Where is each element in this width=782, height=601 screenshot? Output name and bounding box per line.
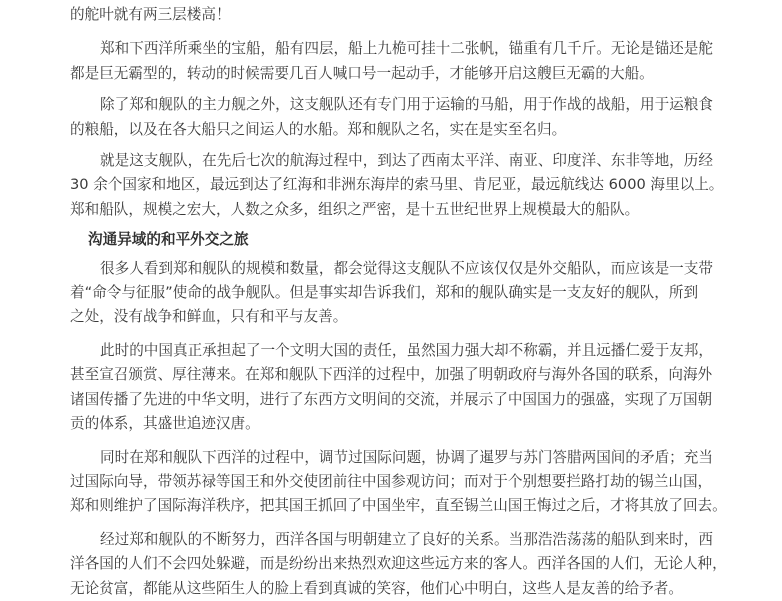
paragraph-2: [70, 93, 730, 142]
document-body: [70, 0, 730, 601]
text-line: 除了郑和舰队的主力舰之外，这支舰队还有专门用于运输的马船，用于作战的战船，用于运粮食: [100, 96, 713, 114]
text-line: 很多人看到郑和舰队的规模和数量，都会觉得这支舰队不应该仅仅是外交船队，而应该是一支带: [100, 259, 713, 277]
text-line: 贡的体系，其盛世追迹汉唐。: [70, 415, 260, 433]
paragraph-3: [70, 149, 730, 222]
paragraph-5: [70, 339, 730, 437]
text-line: 郑和船队，规模之宏大，人数之众多，组织之严密，是十五世纪世界上规模最大的船队。: [70, 200, 640, 218]
text-line: 之处，没有战争和鲜血，只有和平与友善。: [70, 308, 348, 326]
section-heading: 沟通异域的和平外交之旅: [88, 231, 249, 249]
text-line: 30 余个国家和地区，最远到达了红海和非洲东海岸的索马里、肯尼亚，最远航线达 6000 海里以上。: [70, 176, 724, 194]
paragraph-4: [70, 257, 730, 330]
text-line: 诸国传播了先进的中华文明，进行了东西方文明间的交流，并展示了中国国力的强盛，实现了万国朝: [70, 390, 713, 408]
paragraph-6: [70, 446, 730, 519]
text-line: 无论贫富，都能从这些陌生人的脸上看到真诚的笑容，他们心中明白，这些人是友善的给予者。: [70, 579, 683, 597]
text-line: 甚至宣召颁赏、厚往薄来。在郑和舰队下西洋的过程中，加强了明朝政府与海外各国的联系，向海外: [70, 366, 713, 384]
text-line: 同时在郑和舰队下西洋的过程中，调节过国际问题，协调了暹罗与苏门答腊两国间的矛盾；充当: [100, 448, 713, 466]
text-line: 此时的中国真正承担起了一个文明大国的责任，虽然国力强大却不称霸，并且远播仁爱于友邦，: [100, 341, 713, 359]
text-line: 的舵叶就有两三层楼高！: [70, 6, 231, 23]
text-line: 郑和下西洋所乘坐的宝船，船有四层，船上九桅可挂十二张帆，锚重有几千斤。无论是锚还是舵: [100, 40, 713, 58]
text-line: 就是这支舰队，在先后七次的航海过程中，到达了西南太平洋、南亚、印度洋、东非等地，历经: [100, 152, 713, 170]
paragraph-0: [70, 3, 730, 27]
paragraph-7: [70, 528, 730, 601]
text-line: 洋各国的人们不会四处躲避，而是纷纷出来热烈欢迎这些远方来的客人。西洋各国的人们，无论人种，: [70, 555, 727, 573]
text-line: 着“命令与征服”使命的战争舰队。但是事实却告诉我们，郑和的舰队确实是一支友好的舰队，所到: [70, 284, 699, 302]
text-line: 郑和则维护了国际海洋秩序，把其国王抓回了中国坐牢，直至锡兰山国王悔过之后，才将其放了回去。: [70, 497, 727, 515]
text-line: 过国际向导，带领苏禄等国王和外交使团前往中国参观访问；而对于个别想要拦路打劫的锡兰山国，: [70, 472, 713, 490]
paragraph-1: [70, 37, 730, 86]
text-line: 都是巨无霸型的，转动的时候需要几百人喊口号一起动手，才能够开启这艘巨无霸的大船。: [70, 64, 654, 82]
text-line: 经过郑和舰队的不断努力，西洋各国与明朝建立了良好的关系。当那浩浩荡荡的船队到来时，西: [100, 530, 713, 548]
text-line: 的粮船，以及在各大船只之间运人的水船。郑和舰队之名，实在是实至名归。: [70, 120, 567, 138]
